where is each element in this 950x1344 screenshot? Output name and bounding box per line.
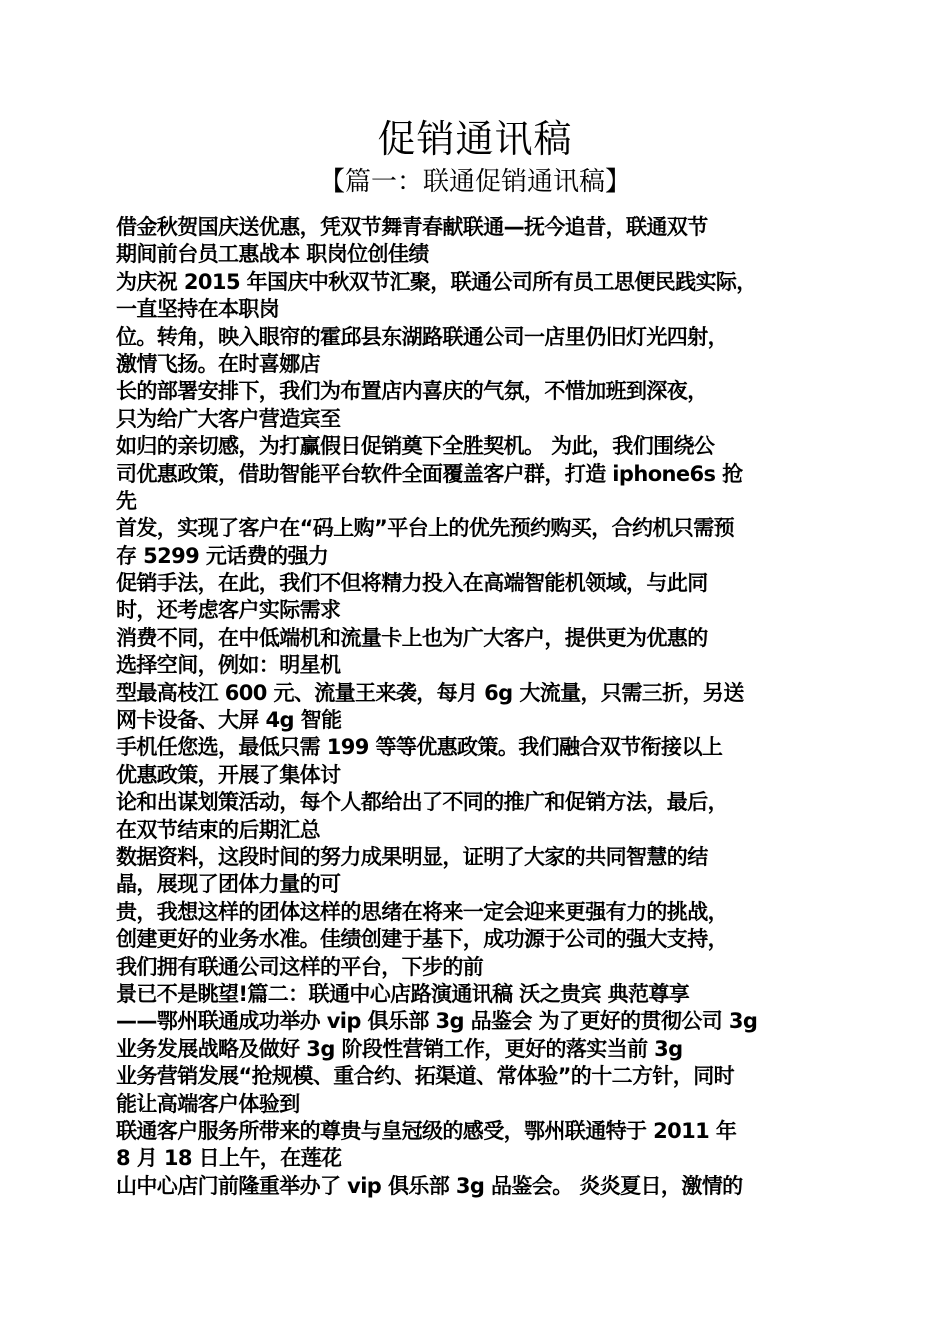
body-text-line: 我们拥有联通公司这样的平台，下步的前 <box>116 954 484 979</box>
body-text-line: 时，还考虑客户实际需求 <box>116 598 341 623</box>
body-text-line: 司优惠政策，借助智能平台软件全面覆盖客户群，打造 iphone6s 抢 <box>116 461 743 486</box>
body-text-line: 先 <box>116 488 137 513</box>
body-text-line: 为庆祝 2015 年国庆中秋双节汇聚，联通公司所有员工思便民践实际， <box>116 269 757 294</box>
body-text-line: 位。转角，映入眼帘的霍邱县东湖路联通公司一店里仍旧灯光四射， <box>116 324 728 349</box>
body-text-line: 在双节结束的后期汇总 <box>116 817 320 842</box>
body-text-line: 贵，我想这样的团体这样的思绪在将来一定会迎来更强有力的挑战， <box>116 899 728 924</box>
body-text-line: 数据资料，这段时间的努力成果明显，证明了大家的共同智慧的结 <box>116 844 708 869</box>
body-text-line: 优惠政策，开展了集体讨 <box>116 762 341 787</box>
body-text-line: 手机任您选，最低只需 199 等等优惠政策。我们融合双节衔接以上 <box>116 735 723 760</box>
body-text-line: 晶，展现了团体力量的可 <box>116 872 341 897</box>
body-text-line: 选择空间，例如：明星机 <box>116 653 341 678</box>
body-text-line: 8 月 18 日上午，在莲花 <box>116 1146 342 1171</box>
body-text-line: 消费不同，在中低端机和流量卡上也为广大客户，提供更为优惠的 <box>116 625 708 650</box>
body-text-line: 期间前台员工惠战本 职岗位创佳绩 <box>116 242 429 267</box>
body-text-line: 长的部署安排下，我们为布置店内喜庆的气氛，不惜加班到深夜， <box>116 379 708 404</box>
document-title: 促销通讯稿 <box>377 117 573 161</box>
body-text-line: ——鄂州联通成功举办 vip 俱乐部 3g 品鉴会 为了更好的贯彻公司 3g <box>116 1009 758 1034</box>
body-text-line: 景已不是眺望!篇二：联通中心店路演通讯稿 沃之贵宾 典范尊享 <box>116 981 690 1006</box>
body-text-line: 型最高枝江 600 元、流量王来袭，每月 6g 大流量，只需三折，另送 <box>116 680 744 705</box>
body-text-line: 能让高端客户体验到 <box>116 1091 300 1116</box>
body-text-line: 创建更好的业务水准。佳绩创建于基下，成功源于公司的强大支持， <box>116 927 728 952</box>
body-text-line: 激情飞扬。在时喜娜店 <box>116 351 320 376</box>
body-text-line: 论和出谋划策活动，每个人都给出了不同的推广和促销方法，最后， <box>116 790 728 815</box>
body-text-line: 只为给广大客户营造宾至 <box>116 406 341 431</box>
body-text-line: 如归的亲切感，为打赢假日促销奠下全胜契机。 为此，我们围绕公 <box>116 434 715 459</box>
body-text-line: 一直坚持在本职岗 <box>116 297 280 322</box>
body-text-line: 存 5299 元话费的强力 <box>116 543 329 568</box>
body-text-line: 山中心店门前隆重举办了 vip 俱乐部 3g 品鉴会。 炎炎夏日，激情的 <box>116 1173 743 1198</box>
body-text-line: 联通客户服务所带来的尊贵与皇冠级的感受，鄂州联通特于 2011 年 <box>116 1118 737 1143</box>
body-text-line: 业务营销发展“抢规模、重合约、拓渠道、常体验”的十二方针，同时 <box>116 1064 735 1089</box>
body-text-line: 首发，实现了客户在“码上购”平台上的优先预约购买，合约机只需预 <box>116 516 735 541</box>
body-text-line: 业务发展战略及做好 3g 阶段性营销工作，更好的落实当前 3g <box>116 1036 683 1061</box>
document-subtitle: 【篇一：联通促销通讯稿】 <box>318 167 631 197</box>
document-body <box>116 214 846 1200</box>
body-text-line: 借金秋贺国庆送优惠，凭双节舞青春献联通—抚今追昔，联通双节 <box>116 215 708 239</box>
body-text-line: 促销手法，在此，我们不但将精力投入在高端智能机领域，与此同 <box>116 571 708 596</box>
body-text-line: 网卡设备、大屏 4g 智能 <box>116 708 342 733</box>
